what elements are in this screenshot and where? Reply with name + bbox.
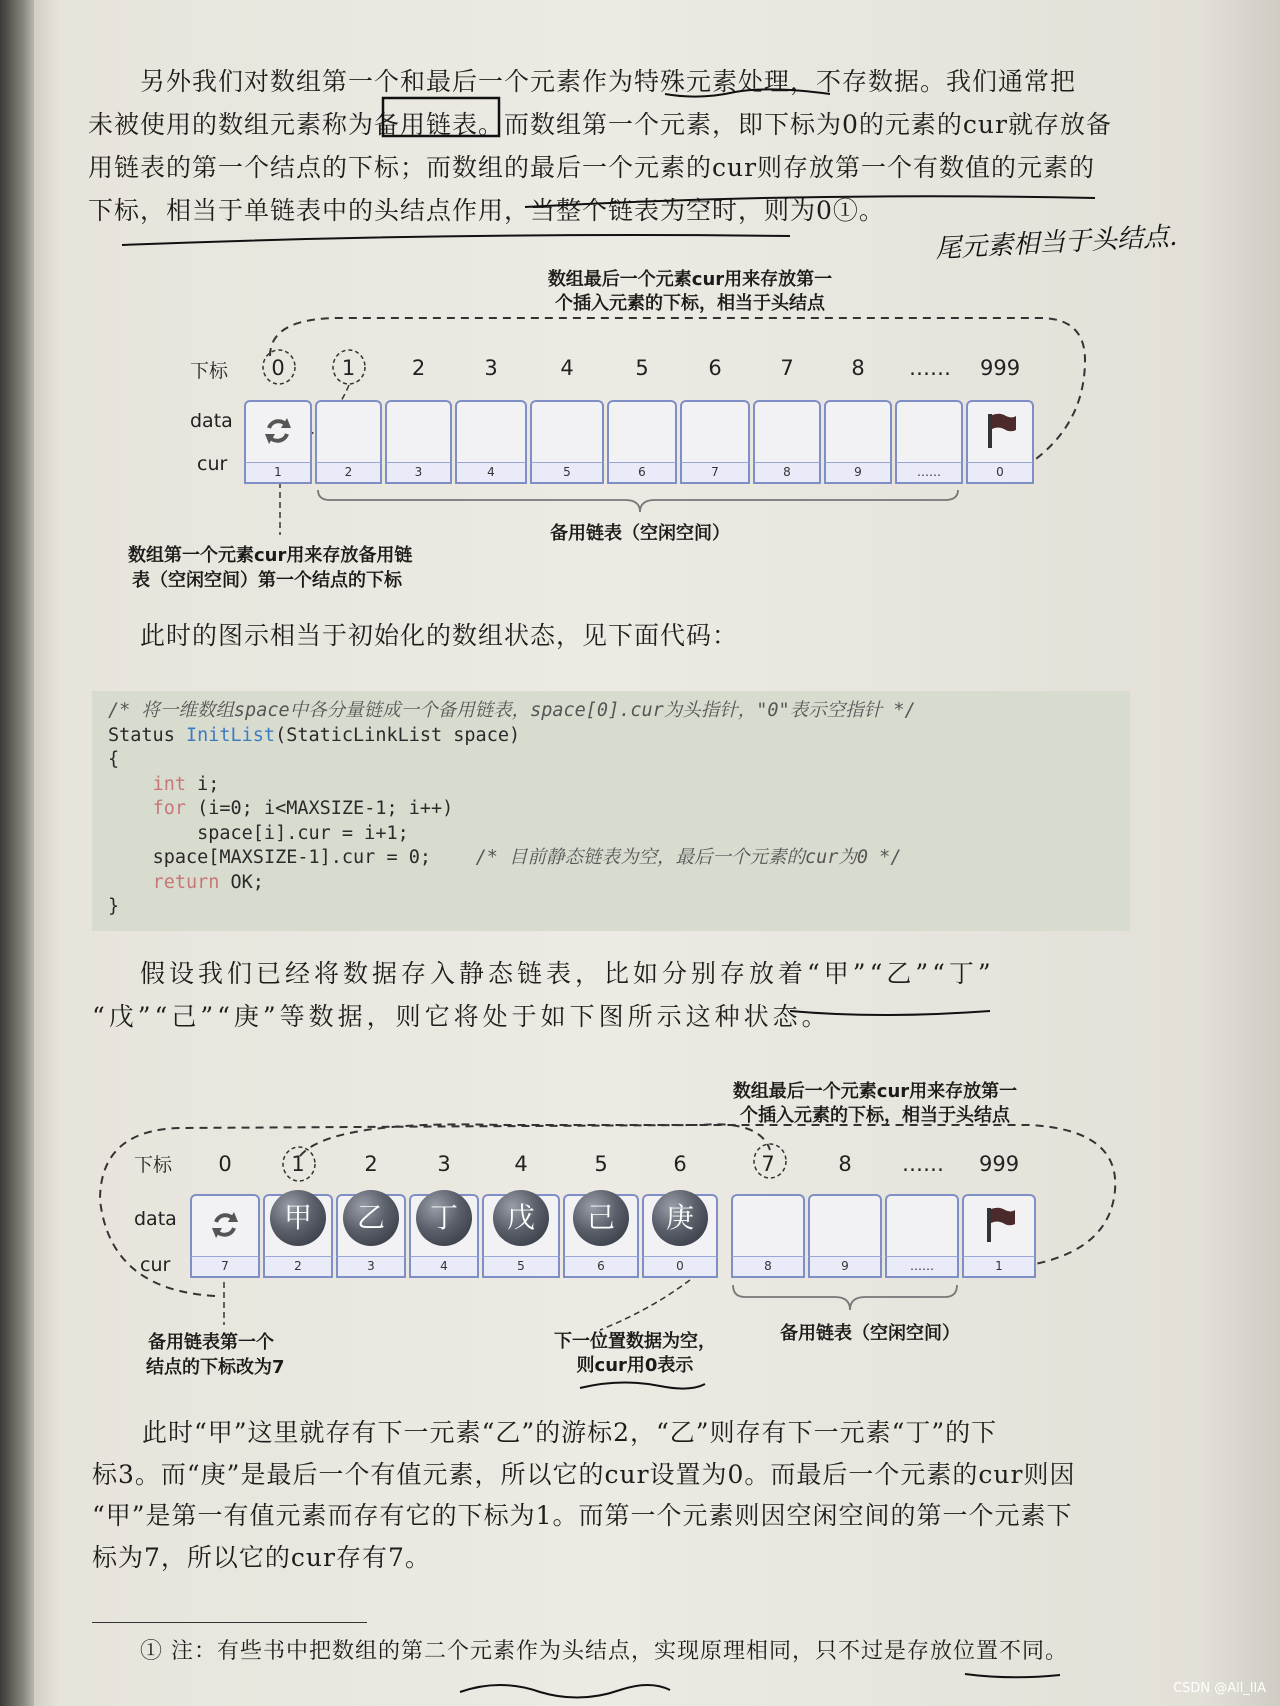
index-label: 7 (761, 1152, 775, 1176)
footnote-rule (92, 1622, 367, 1623)
code-text: } (108, 896, 120, 917)
row-label-index: 下标 (134, 1154, 173, 1176)
array-cell (808, 1194, 882, 1256)
cur-value: 6 (607, 462, 677, 484)
cur-value: 4 (455, 462, 527, 484)
row-label-cur: cur (140, 1254, 171, 1276)
data-element: 甲 (270, 1190, 326, 1246)
cur-value: 5 (530, 462, 604, 484)
code-text: (i=0; i<MAXSIZE-1; i++) (185, 798, 454, 819)
para1-line: 未被使用的数组元素称为备用链表。而数组第一个元素，即下标为0的元素的cur就存放备 (88, 110, 1112, 139)
caption-line: 个插入元素的下标，相当于头结点 (740, 1105, 1010, 1126)
caption-line: 则cur用0表示 (576, 1355, 694, 1376)
index-label: 1 (291, 1152, 305, 1176)
para1-line: 另外我们对数组第一个和最后一个元素作为特殊元素处理，不存数据。我们通常把 (140, 67, 1077, 96)
data-element: 庚 (652, 1190, 708, 1246)
index-label: 1 (341, 356, 356, 380)
cur-value: 3 (385, 462, 452, 484)
code-comment: /* 将一维数组space中各分量链成一个备用链表，space[0].cur为头指针，"0"表示空指针 */ (108, 700, 916, 721)
caption-line: 结点的下标改为7 (146, 1357, 285, 1378)
caption-line: 个插入元素的下标，相当于头结点 (555, 293, 825, 314)
code-text: i; (185, 773, 220, 795)
caption-line: 数组最后一个元素cur用来存放第一 (732, 1081, 1018, 1102)
caption-line: 数组第一个元素cur用来存放备用链 (128, 545, 413, 566)
index-label: …… (902, 1152, 944, 1176)
cur-value: 1 (962, 1256, 1036, 1278)
cur-value: 0 (642, 1256, 718, 1278)
row-label-data: data (190, 410, 233, 432)
para4-line: 标3。而“庚”是最后一个有值元素，所以它的cur设置为0。而最后一个元素的cur则因 (92, 1459, 1076, 1489)
index-label: 4 (514, 1152, 528, 1176)
diagram1-brace-caption: 备用链表（空闲空间） (550, 523, 730, 544)
para1-line: 下标，相当于单链表中的头结点作用，当整个链表为空时，则为0①。 (88, 196, 885, 225)
row-label-cur: cur (197, 453, 228, 475)
cur-value: 9 (824, 462, 892, 484)
cur-value: 2 (315, 462, 382, 484)
data-element: 丁 (416, 1190, 472, 1246)
data-element: 己 (573, 1190, 629, 1246)
caption-line: 备用链表第一个 (148, 1332, 274, 1353)
index-label: …… (909, 356, 951, 380)
cur-value: 1 (244, 462, 312, 484)
code-text: OK; (219, 871, 264, 893)
cur-value: …… (885, 1256, 959, 1278)
index-label: 6 (708, 356, 722, 380)
cur-value: 2 (263, 1256, 333, 1278)
code-comment: /* 目前静态链表为空，最后一个元素的cur为0 */ (475, 847, 902, 868)
data-element: 乙 (343, 1190, 399, 1246)
recycle-icon (208, 1208, 242, 1246)
paragraph-init: 此时的图示相当于初始化的数组状态，见下面代码： (140, 621, 739, 650)
row-label-index: 下标 (190, 360, 229, 382)
index-label: 0 (218, 1152, 232, 1176)
diagram2-brace-caption: 备用链表（空闲空间） (780, 1323, 960, 1344)
index-label: 999 (979, 1152, 1020, 1176)
para3-line: “戊”“己”“庚”等数据，则它将处于如下图所示这种状态。 (92, 1002, 831, 1031)
index-label: 0 (271, 356, 285, 380)
code-text: Status (108, 724, 186, 746)
cur-value: 3 (336, 1256, 406, 1278)
cur-value: 8 (731, 1256, 805, 1278)
cur-value: 4 (409, 1256, 479, 1278)
diagram2-left-caption (148, 1330, 285, 1380)
cur-value: 7 (680, 462, 750, 484)
index-label: 8 (851, 356, 865, 380)
index-label: 4 (560, 356, 574, 380)
para4-line: 标为7，所以它的cur存有7。 (92, 1542, 431, 1572)
cur-value: 6 (563, 1256, 639, 1278)
index-label: 7 (780, 356, 794, 380)
index-label: 2 (364, 1152, 378, 1176)
cur-value: 0 (966, 462, 1034, 484)
code-text: (StaticLinkList space) (275, 724, 521, 746)
index-label: 5 (635, 356, 649, 380)
para3-line: 假设我们已经将数据存入静态链表，比如分别存放着“甲”“乙”“丁” (140, 959, 995, 988)
cur-value: 8 (753, 462, 821, 484)
array-cell (885, 1194, 959, 1256)
caption-line: 表（空闲空间）第一个结点的下标 (132, 570, 402, 591)
index-label: 8 (838, 1152, 852, 1176)
index-label: 6 (673, 1152, 687, 1176)
code-text: space[i].cur = i+1; (197, 822, 409, 844)
para4-line: 此时“甲”这里就存有下一元素“乙”的游标2，“乙”则存有下一元素“丁”的下 (142, 1418, 998, 1447)
array-cell (731, 1194, 805, 1256)
index-label: 5 (594, 1152, 608, 1176)
footnote: ① 注：有些书中把数组的第二个元素作为头结点，实现原理相同，只不过是存放位置不同。 (140, 1639, 1068, 1664)
caption-line: 下一位置数据为空， (554, 1331, 716, 1352)
code-keyword: int (152, 773, 186, 795)
code-keyword: return (152, 871, 220, 893)
index-label: 3 (437, 1152, 451, 1176)
code-text: { (108, 749, 120, 770)
diagram2-mid-caption (535, 1330, 735, 1378)
code-function-name: InitList (185, 724, 276, 746)
cur-value: 5 (482, 1256, 560, 1278)
cur-value: 9 (808, 1256, 882, 1278)
code-keyword: for (152, 798, 186, 819)
handwritten-note: 尾元素相当于头结点. (934, 221, 1179, 265)
flag-icon (981, 1204, 1017, 1248)
data-element: 戊 (493, 1190, 549, 1246)
cur-value: 7 (190, 1256, 260, 1278)
paragraph-explanation (92, 1412, 1137, 1578)
index-label: 3 (484, 356, 498, 380)
para1-line: 用链表的第一个结点的下标；而数组的最后一个元素的cur则存放第一个有数值的元素的 (88, 153, 1096, 182)
cur-value: …… (895, 462, 963, 484)
watermark: CSDN @All_llA (1173, 1681, 1266, 1696)
index-label: 999 (980, 356, 1021, 380)
row-label-data: data (134, 1208, 177, 1230)
caption-line: 数组最后一个元素cur用来存放第一 (547, 269, 833, 290)
para4-line: “甲”是第一有值元素而存有它的下标为1。而第一个元素则因空闲空间的第一个元素下 (92, 1501, 1073, 1530)
index-label: 2 (411, 356, 426, 380)
code-text: space[MAXSIZE-1].cur = 0; (152, 847, 432, 868)
